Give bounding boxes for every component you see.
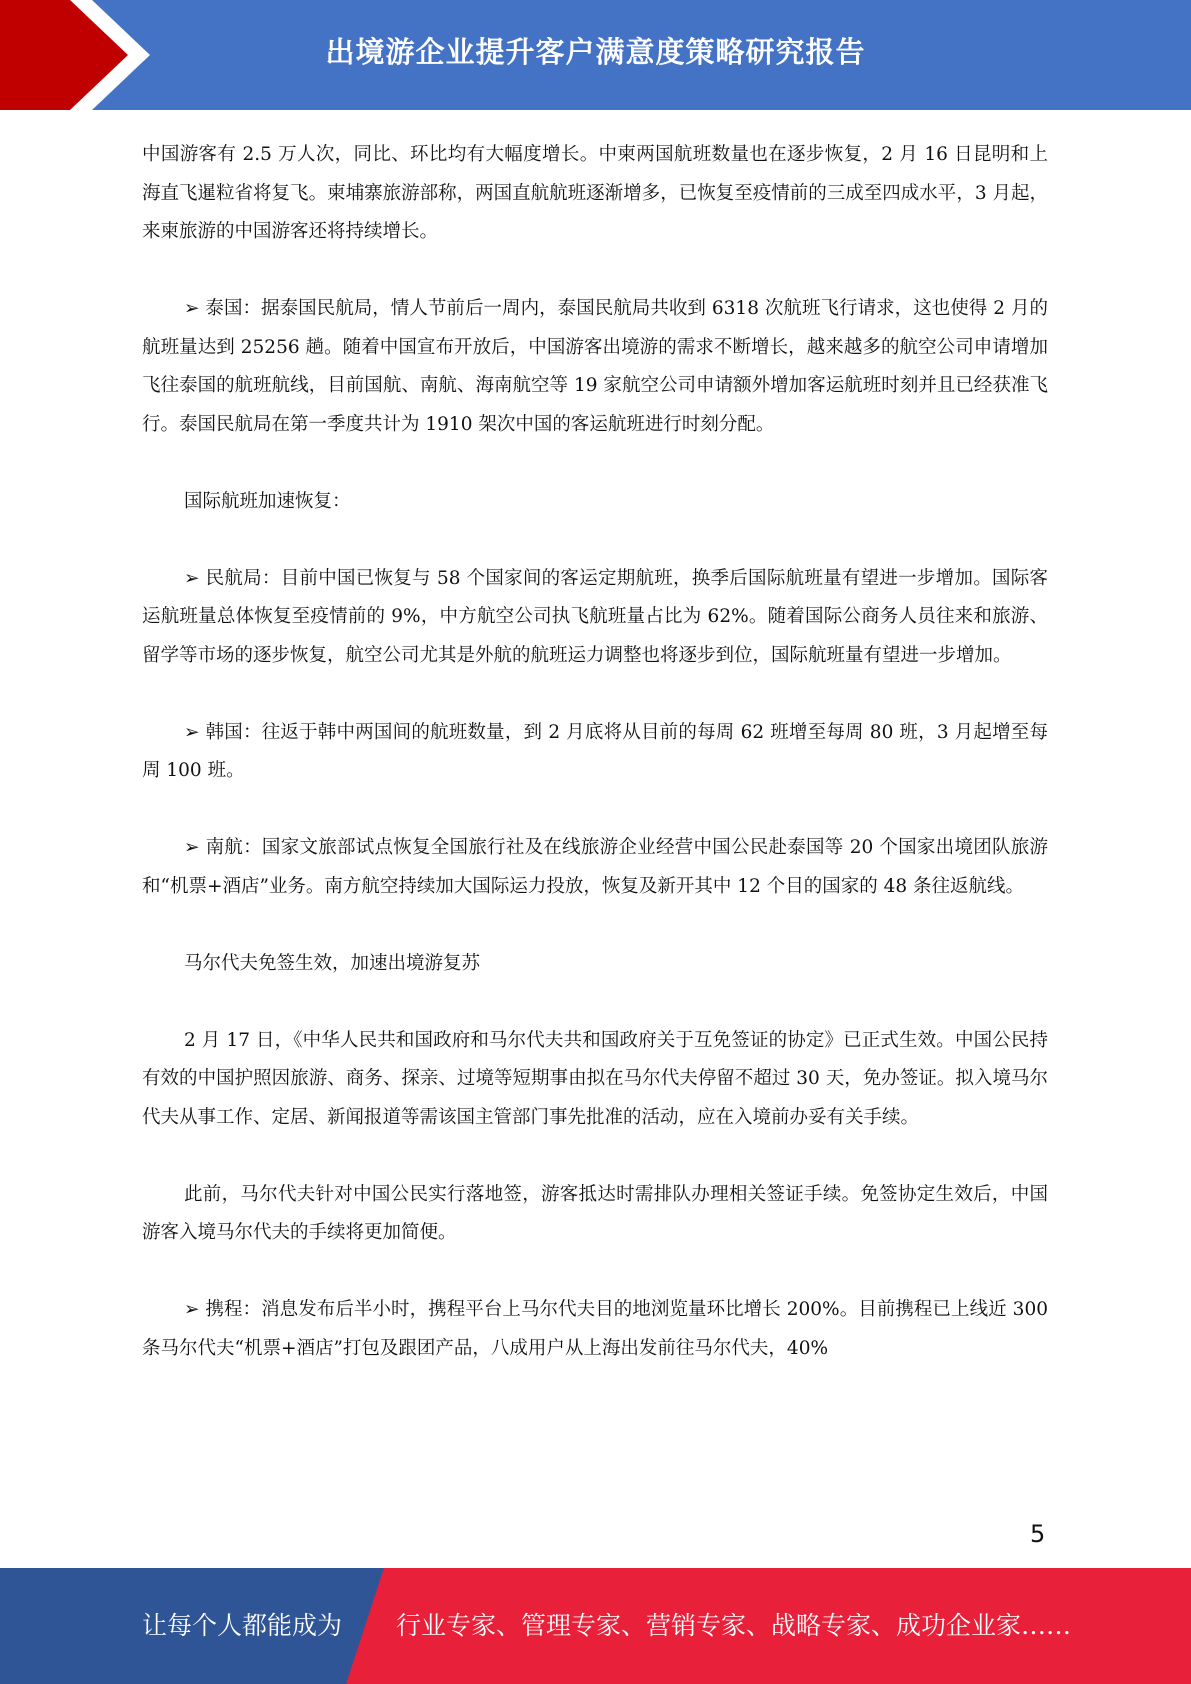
section-heading-maldives: 马尔代夫免签生效，加速出境游复苏: [184, 952, 481, 974]
paragraph-china-southern: ➢ 南航：国家文旅部试点恢复全国旅行社及在线旅游企业经营中国公民赴泰国等 20 个国家出境团队旅游和“机票+酒店”业务。南方航空持续加大国际运力投放，恢复及新开其中 12 个目的国家的 48 条往返航线。: [142, 837, 1048, 897]
footer-slogan-right: 行业专家、管理专家、营销专家、战略专家、成功企业家……: [396, 1611, 1072, 1640]
paragraph-cambodia-continued: 中国游客有 2.5 万人次，同比、环比均有大幅度增长。中柬两国航班数量也在逐步恢复，2 月 16 日昆明和上海直飞暹粒省将复飞。柬埔寨旅游部称，两国直航航班逐渐增多，已恢复至疫情前的三成至四成水平，3 月起，来柬旅游的中国游客还将持续增长。: [142, 144, 1048, 242]
paragraph-thailand: ➢ 泰国：据泰国民航局，情人节前后一周内，泰国民航局共收到 6318 次航班飞行请求，这也使得 2 月的航班量达到 25256 趟。随着中国宣布开放后，中国游客出境游的需求不断增长，越来越多的航空公司申请增加飞往泰国的航班航线，目前国航、南航、海南航空等 19 家航空公司申请额外增加客运航班时刻并且已经获准飞行。泰国民航局在第一季度共计为 1910 架次中国的客运航班进行时刻分配。: [142, 298, 1048, 435]
page-number: 5: [1030, 1520, 1046, 1548]
paragraph-korea: ➢ 韩国：往返于韩中两国间的航班数量，到 2 月底将从目前的每周 62 班增至每周 80 班，3 月起增至每周 100 班。: [142, 721, 1048, 781]
page-footer: [0, 1568, 1191, 1684]
document-body: [142, 136, 1048, 1407]
section-heading-international-flights: 国际航班加速恢复：: [184, 490, 351, 512]
page-header: [0, 0, 1191, 110]
paragraph-ctrip: ➢ 携程：消息发布后半小时，携程平台上马尔代夫目的地浏览量环比增长 200%。目前携程已上线近 300 条马尔代夫“机票+酒店”打包及跟团产品，八成用户从上海出发前往马尔代夫，40%: [142, 1299, 1048, 1359]
paragraph-landing-visa: 此前，马尔代夫针对中国公民实行落地签，游客抵达时需排队办理相关签证手续。免签协定生效后，中国游客入境马尔代夫的手续将更加简便。: [142, 1183, 1048, 1243]
paragraph-visa-agreement: 2 月 17 日，《中华人民共和国政府和马尔代夫共和国政府关于互免签证的协定》已正式生效。中国公民持有效的中国护照因旅游、商务、探亲、过境等短期事由拟在马尔代夫停留不超过 30 天，免办签证。拟入境马尔代夫从事工作、定居、新闻报道等需该国主管部门事先批准的活动，应在入境前办妥有关手续。: [142, 1029, 1048, 1128]
report-title: 出境游企业提升客户满意度策略研究报告: [325, 34, 866, 69]
paragraph-caac: ➢ 民航局：目前中国已恢复与 58 个国家间的客运定期航班，换季后国际航班量有望进一步增加。国际客运航班量总体恢复至疫情前的 9%，中方航空公司执飞航班量占比为 62%。随着国际公商务人员往来和旅游、留学等市场的逐步恢复，航空公司尤其是外航的航班运力调整也将逐步到位，国际航班量有望进一步增加。: [142, 567, 1048, 666]
footer-slogan-left: 让每个人都能成为: [142, 1611, 343, 1640]
